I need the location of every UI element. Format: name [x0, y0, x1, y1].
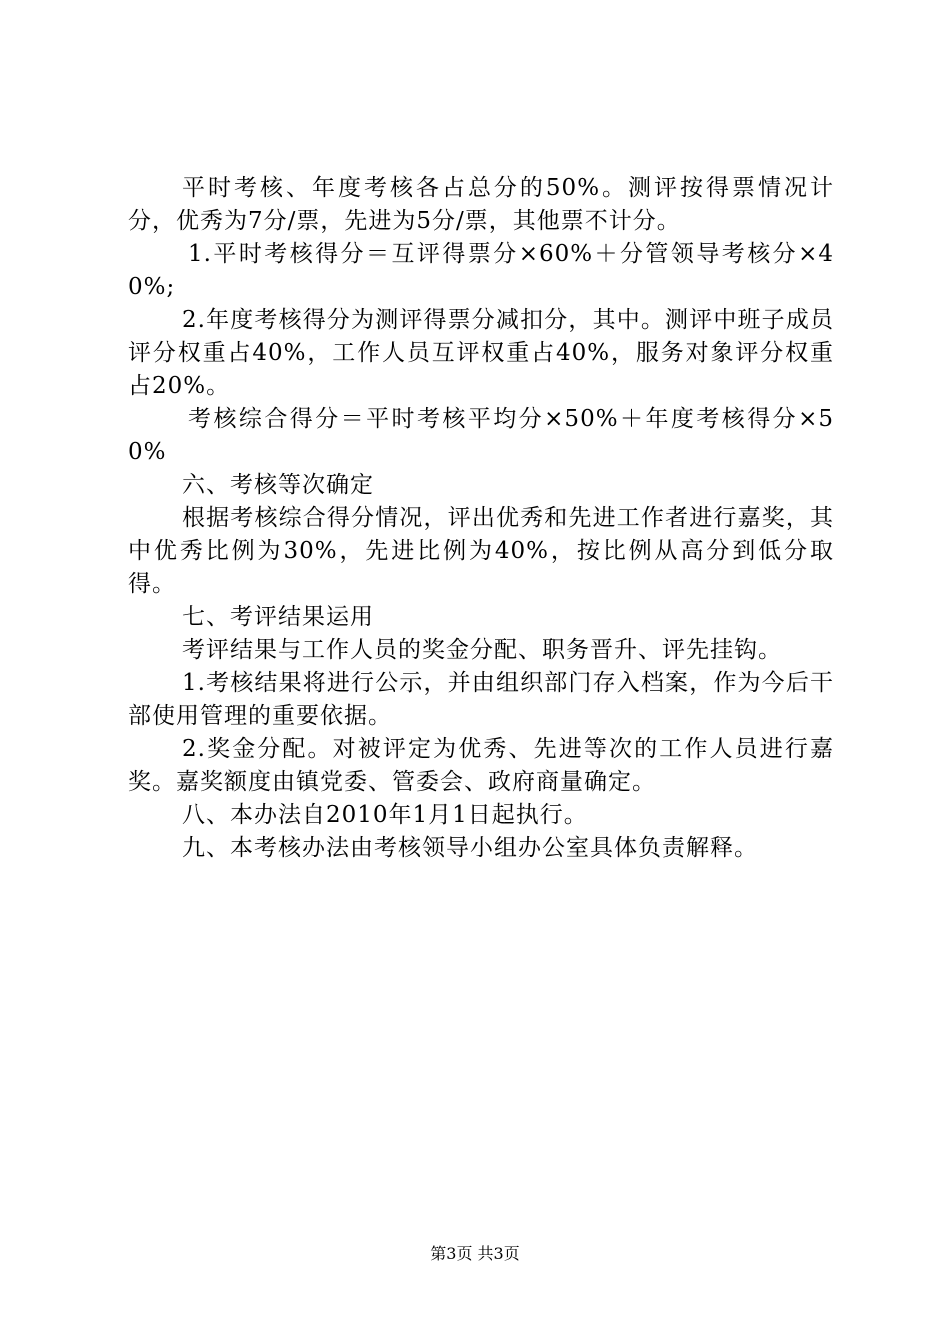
paragraph-results-usage: 考评结果与工作人员的奖金分配、职务晋升、评先挂钩。	[182, 637, 782, 663]
paragraph-grading-rules: 根据考核综合得分情况，评出优秀和先进工作者进行嘉奖，其中优秀比例为30%，先进比例为40%，按比例从高分到低分取得。	[128, 505, 834, 597]
paragraph-annual-score: 2.年度考核得分为测评得票分减扣分，其中。测评中班子成员评分权重占40%，工作人员互评权重占40%，服务对象评分权重占20%。	[128, 307, 834, 399]
section-interpretation: 九、本考核办法由考核领导小组办公室具体负责解释。	[182, 835, 758, 861]
section-effective-date: 八、本办法自2010年1月1日起执行。	[182, 802, 588, 828]
document-body	[128, 172, 834, 865]
section-heading-grading: 六、考核等次确定	[182, 472, 374, 498]
paragraph-bonus: 2.奖金分配。对被评定为优秀、先进等次的工作人员进行嘉奖。嘉奖额度由镇党委、管委会、政府商量确定。	[128, 736, 834, 795]
paragraph-publicity: 1.考核结果将进行公示，并由组织部门存入档案，作为今后干部使用管理的重要依据。	[128, 670, 834, 729]
paragraph-combined-score: 考核综合得分＝平时考核平均分×50%＋年度考核得分×50%	[128, 406, 834, 465]
page-footer: 第3页 共3页	[430, 1244, 520, 1263]
paragraph-regular-score: 1.平时考核得分＝互评得票分×60%＋分管领导考核分×40%;	[128, 241, 834, 300]
section-heading-results: 七、考评结果运用	[182, 604, 374, 630]
paragraph-score-weights: 平时考核、年度考核各占总分的50%。测评按得票情况计分，优秀为7分/票，先进为5分/票，其他票不计分。	[128, 175, 834, 234]
